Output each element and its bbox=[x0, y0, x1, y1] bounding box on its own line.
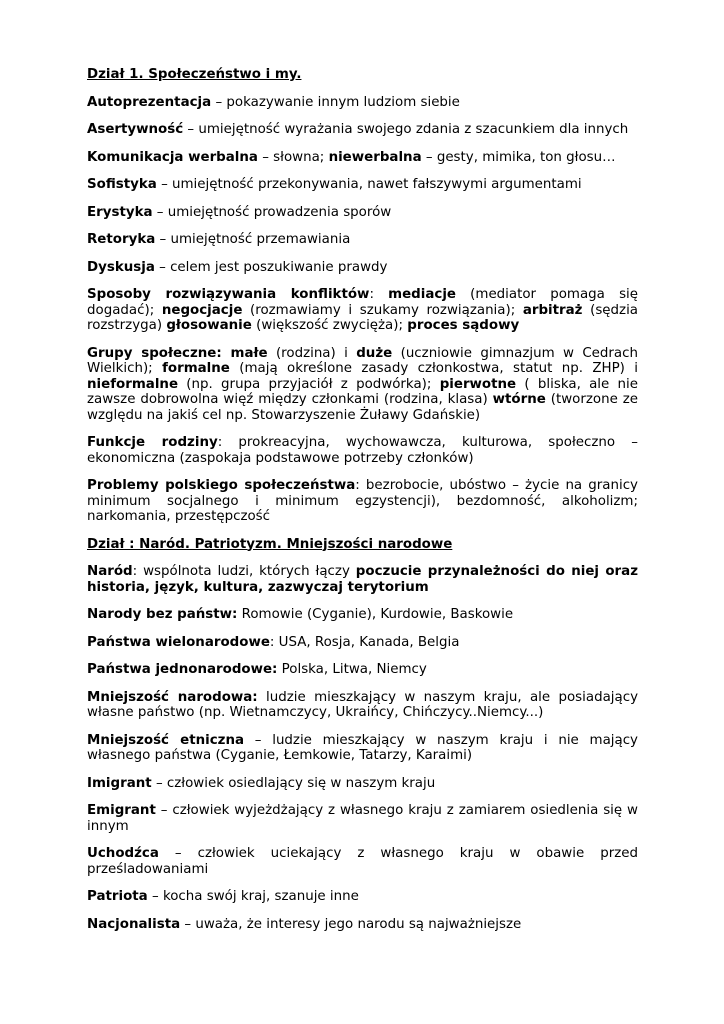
text-span: – celem jest poszukiwanie prawdy bbox=[154, 259, 388, 275]
bold-term: Problemy polskiego społeczeństwa bbox=[87, 478, 356, 493]
text-span: Polska, Litwa, Niemcy bbox=[277, 662, 427, 677]
bold-term: niewerbalna bbox=[328, 149, 422, 165]
text-span: (np. grupa przyjaciół z podwórka); bbox=[178, 376, 440, 392]
def-narody-bez-panstw bbox=[87, 607, 638, 623]
text-span: : bezrobocie, ubóstwo – życie na granicy minimum socjalnego i minimum egzystencji), bezdomność, alkoholizm; narkomania, przestępczość bbox=[87, 478, 638, 524]
def-mniejszosc-narodowa bbox=[87, 690, 638, 721]
text-span: (sędzia rozstrzyga) bbox=[87, 302, 638, 333]
bold-term: arbitraż bbox=[522, 302, 583, 318]
text-span: (większość zwycięża); bbox=[251, 318, 408, 333]
def-dyskusja bbox=[87, 260, 638, 276]
def-problemy bbox=[87, 478, 638, 525]
text-span: : bbox=[369, 287, 389, 302]
def-konflikty bbox=[87, 287, 638, 334]
text-span: – człowiek osiedlający się w naszym kraju bbox=[151, 775, 436, 791]
def-asertywnosc bbox=[87, 122, 638, 138]
def-uchodzca bbox=[87, 846, 638, 877]
bold-term: mediacje bbox=[388, 287, 456, 302]
text-span: (mają określone zasady członkostwa, statut np. ZHP) i bbox=[229, 361, 638, 376]
bold-term: Patriota bbox=[87, 889, 148, 904]
bold-term: Mniejszość etniczna bbox=[87, 732, 245, 748]
text-span: : prokreacyjna, wychowawcza, kulturowa, społeczno – ekonomiczna (zaspokaja podstawowe potrzeby członków) bbox=[87, 435, 638, 466]
bold-term: Uchodźca bbox=[87, 846, 159, 861]
text-span: – umiejętność przemawiania bbox=[155, 232, 351, 247]
text-span: Dział 1. Społeczeństwo i my. bbox=[87, 67, 302, 82]
bold-term: pierwotne bbox=[439, 376, 517, 392]
text-span: – człowiek uciekający z własnego kraju w obawie przed prześladowaniami bbox=[87, 846, 638, 877]
text-span: – pokazywanie innym ludziom siebie bbox=[211, 94, 460, 110]
bold-term: głosowanie bbox=[166, 318, 252, 333]
text-span: – człowiek wyjeżdżający z własnego kraju z zamiarem osiedlenia się w innym bbox=[87, 803, 638, 834]
document-page bbox=[87, 67, 638, 944]
bold-term: Komunikacja werbalna bbox=[87, 149, 258, 165]
bold-term: Grupy społeczne: małe bbox=[87, 345, 268, 361]
bold-term: Retoryka bbox=[87, 232, 156, 247]
text-span: – uważa, że interesy jego narodu są najważniejsze bbox=[180, 916, 522, 932]
bold-term: Sposoby rozwiązywania konfliktów bbox=[87, 287, 370, 302]
text-span: : USA, Rosja, Kanada, Belgia bbox=[269, 634, 460, 650]
bold-term: proces sądowy bbox=[407, 318, 520, 333]
def-sofistyka bbox=[87, 177, 638, 193]
text-span: ( bliska, ale nie zawsze dobrowolna więź między członkami (rodzina, klasa) bbox=[87, 376, 638, 407]
bold-term: Mniejszość narodowa: bbox=[87, 689, 258, 705]
bold-term: Państwa jednonarodowe: bbox=[87, 662, 278, 677]
text-span: : wspólnota ludzi, których łączy bbox=[132, 564, 356, 579]
text-span: – gesty, mimika, ton głosu… bbox=[421, 149, 616, 165]
bold-term: Państwa wielonarodowe bbox=[87, 634, 270, 650]
text-span: – słowna; bbox=[257, 149, 329, 165]
def-narod bbox=[87, 564, 638, 595]
text-span: (uczniowie gimnazjum w Cedrach Wielkich); bbox=[87, 345, 638, 376]
bold-term: Nacjonalista bbox=[87, 916, 181, 932]
bold-term: Narody bez państw: bbox=[87, 607, 238, 622]
section-heading-2 bbox=[87, 537, 638, 553]
def-panstwa-jednonarodowe bbox=[87, 662, 638, 678]
bold-term: wtórne bbox=[492, 392, 546, 407]
bold-term: formalne bbox=[162, 361, 230, 376]
bold-term: nieformalne bbox=[87, 376, 179, 392]
text-span: (rozmawiamy i szukamy rozwiązania); bbox=[242, 302, 523, 318]
bold-term: Sofistyka bbox=[87, 177, 157, 192]
def-grupy bbox=[87, 346, 638, 424]
def-retoryka bbox=[87, 232, 638, 248]
def-komunikacja bbox=[87, 150, 638, 166]
bold-term: Dyskusja bbox=[87, 259, 155, 275]
def-erystyka bbox=[87, 205, 638, 221]
bold-term: duże bbox=[356, 345, 393, 361]
bold-term: Naród bbox=[87, 564, 133, 579]
section-heading-1 bbox=[87, 67, 638, 83]
bold-term: negocjacje bbox=[161, 302, 243, 318]
def-patriota bbox=[87, 889, 638, 905]
text-span: (tworzone ze względu na jakiś cel np. Stowarzyszenie Żuławy Gdańskie) bbox=[87, 392, 638, 423]
text-span: (rodzina) i bbox=[267, 345, 357, 361]
text-span: – umiejętność wyrażania swojego zdania z szacunkiem dla innych bbox=[183, 122, 629, 137]
bold-term: Emigrant bbox=[87, 803, 156, 818]
def-nacjonalista bbox=[87, 917, 638, 933]
bold-term: Imigrant bbox=[87, 775, 152, 791]
bold-term: Erystyka bbox=[87, 204, 153, 220]
def-imigrant bbox=[87, 776, 638, 792]
text-span: – umiejętność przekonywania, nawet fałszywymi argumentami bbox=[156, 177, 582, 192]
bold-term: Autoprezentacja bbox=[87, 94, 212, 110]
def-panstwa-wielonarodowe bbox=[87, 635, 638, 651]
text-span: – kocha swój kraj, szanuje inne bbox=[147, 889, 359, 904]
def-emigrant bbox=[87, 803, 638, 834]
bold-term: poczucie przynależności do niej oraz historia, język, kultura, zazwyczaj terytorium bbox=[87, 564, 638, 595]
text-span: – ludzie mieszkający w naszym kraju i nie mający własnego państwa (Cyganie, Łemkowie, Tatarzy, Karaimi) bbox=[87, 732, 638, 763]
def-autoprezentacja bbox=[87, 95, 638, 111]
text-span: (mediator pomaga się dogadać); bbox=[87, 287, 638, 318]
text-span: ludzie mieszkający w naszym kraju, ale posiadający własne państwo (np. Wietnamczycy, Ukraińcy, Chińczycy..Niemcy...) bbox=[87, 689, 638, 720]
def-mniejszosc-etniczna bbox=[87, 733, 638, 764]
def-funkcje-rodziny bbox=[87, 435, 638, 466]
text-span: Dział : Naród. Patriotyzm. Mniejszości narodowe bbox=[87, 536, 453, 552]
text-span: – umiejętność prowadzenia sporów bbox=[152, 204, 392, 220]
text-span: Romowie (Cyganie), Kurdowie, Baskowie bbox=[237, 607, 514, 622]
bold-term: Asertywność bbox=[87, 122, 184, 137]
bold-term: Funkcje rodziny bbox=[87, 435, 218, 450]
